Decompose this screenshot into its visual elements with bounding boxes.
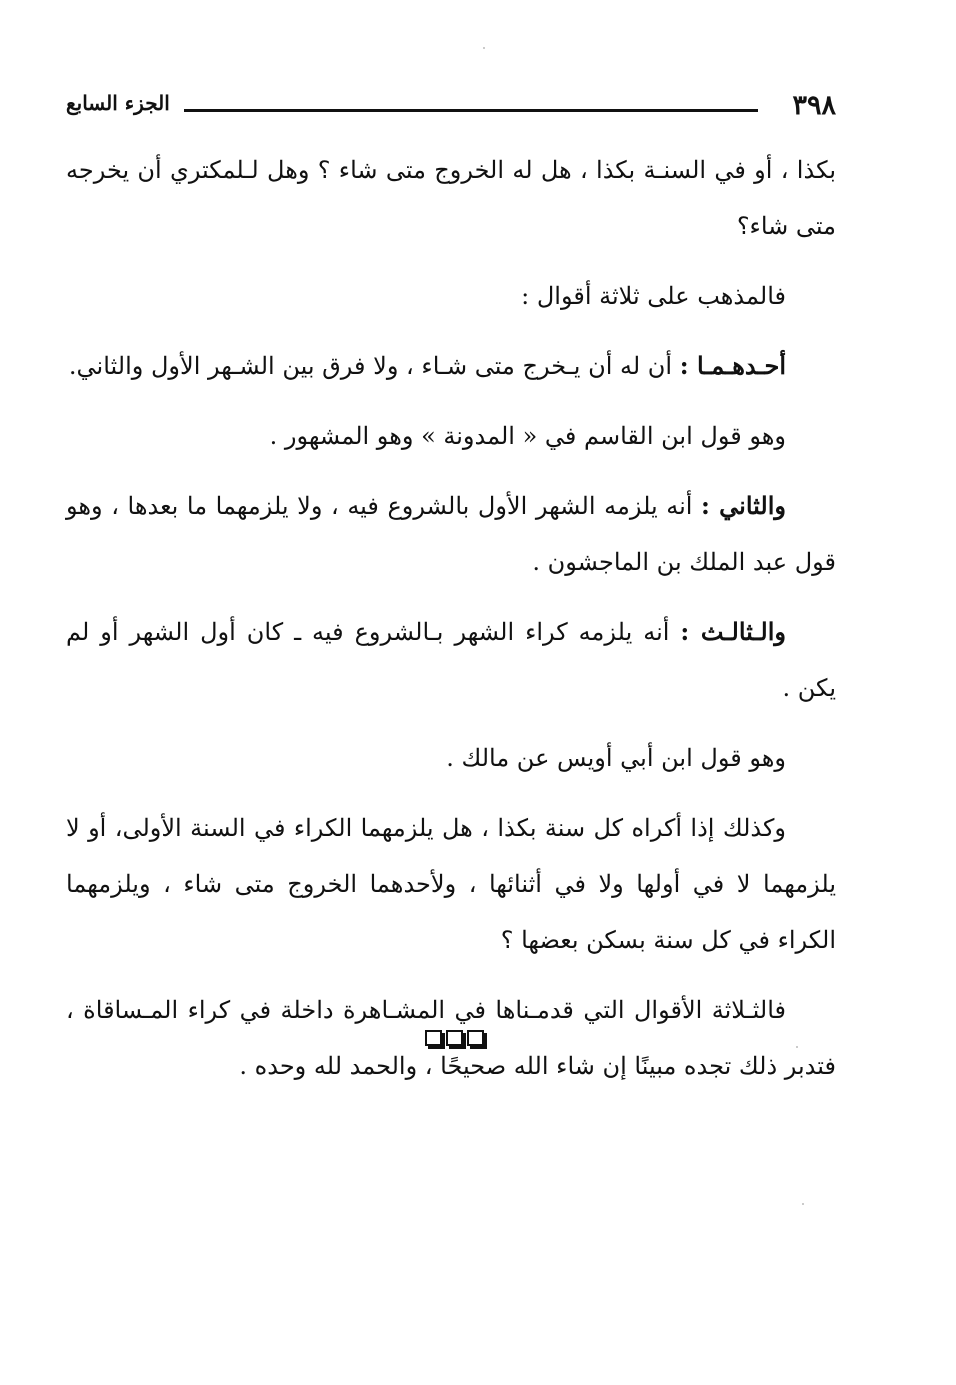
running-header: [66, 90, 836, 130]
paragraph-8: [66, 800, 836, 968]
header-rule: [184, 109, 758, 112]
page-number: ٣٩٨: [792, 90, 836, 121]
paragraph-text: فالمذهب على ثلاثة أقوال :: [521, 282, 786, 310]
paragraph-5: [66, 478, 836, 590]
paragraph-term: والـثالـث :: [680, 617, 786, 646]
paragraph-6: [66, 604, 836, 716]
paragraph-text: أنه يلزمه كراء الشهر بـالشروع فيه ـ كان أول الشهر أو لم يكن .: [66, 618, 836, 702]
scan-speck: [796, 1046, 798, 1048]
paragraph-text: وهو قول ابن أبي أويس عن مالك .: [446, 744, 786, 772]
paragraph-text: أنه يلزمه الشهر الأول بالشروع فيه ، ولا يلزمهما ما بعدها ، وهو قول عبد الملك بن الماجشون .: [66, 492, 836, 576]
volume-title: الجزء السابع: [66, 91, 170, 115]
paragraph-1: [66, 142, 836, 254]
paragraph-text: فالثـلاثة الأقوال التي قدمـناها في المشـاهرة داخلة في كراء المـساقاة ، فتدبر ذلك تجده مبينًا إن شاء الله صحيحًا ، والحمد لله وحده .: [66, 996, 836, 1080]
paragraph-term: والثاني :: [701, 491, 786, 520]
paragraph-4: [66, 408, 836, 464]
paragraph-2: [66, 268, 836, 324]
body-text: [66, 142, 836, 1094]
scan-speck: [802, 1203, 804, 1205]
scan-speck: [483, 47, 485, 49]
paragraph-3: [66, 338, 836, 394]
paragraph-text: بكذا ، أو في السنـة بكذا ، هل له الخروج متى شاء ؟ وهل لـلمكتري أن يخرجه متى شاء؟: [66, 156, 836, 240]
paragraph-7: [66, 730, 836, 786]
paragraph-term: أحـدهـمـا :: [679, 351, 786, 380]
ornament-square-icon: [446, 1030, 463, 1046]
paragraph-text: أن له أن يـخرج متى شـاء ، ولا فرق بين الشـهر الأول والثاني.: [68, 352, 680, 380]
section-end-ornament: [425, 1030, 484, 1046]
ornament-square-icon: [467, 1030, 484, 1046]
ornament-square-icon: [425, 1030, 442, 1046]
paragraph-text: وكذلك إذا أكراه كل سنة بكذا ، هل يلزمهما الكراء في السنة الأولى، أو لا يلزمهما لا في أولها ولا في أثنائها ، ولأحدهما الخروج متى شاء ، ويلزمهما الكراء في كل سنة بسكن بعضها ؟: [66, 814, 836, 954]
paragraph-text: وهو قول ابن القاسم في « المدونة » وهو المشهور .: [269, 422, 786, 450]
